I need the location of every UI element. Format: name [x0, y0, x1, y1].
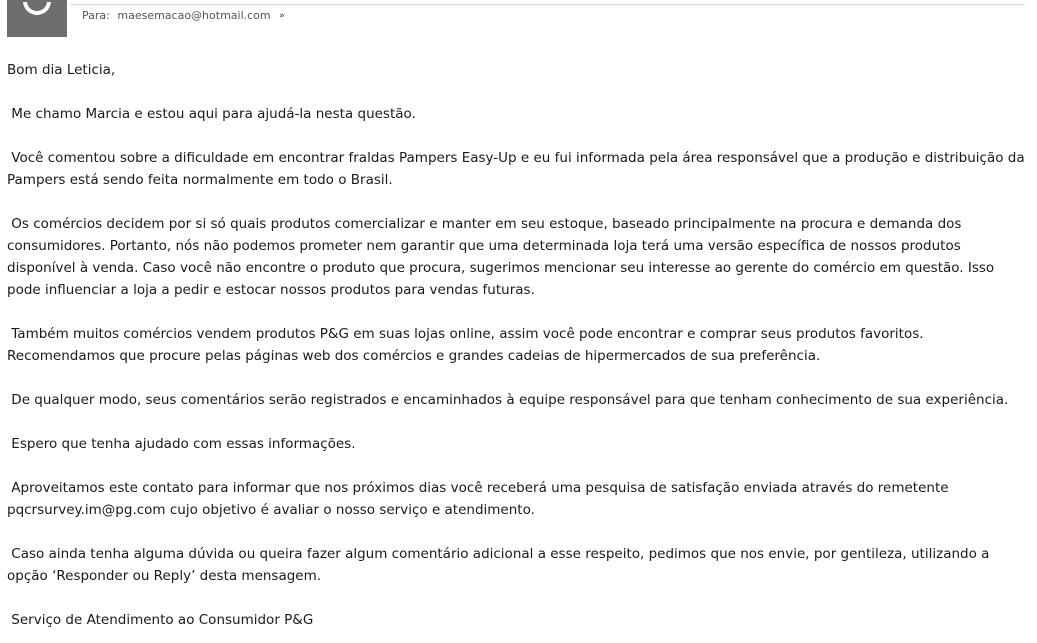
recipient-label: Para: [82, 9, 110, 22]
recipient-email[interactable]: maesemacao@hotmail.com [117, 9, 271, 22]
email-header [0, 0, 1037, 40]
header-divider [70, 4, 1025, 5]
paragraph-survey: Aproveitamos este contato para informar que nos próximos dias você receberá uma pesquisa de satisfação enviada através do remetente pqcrsurvey.im@pg.com cujo objetivo é avaliar o nosso serviço e atendimento. [7, 480, 953, 518]
signature: Serviço de Atendimento ao Consumidor P&G [7, 612, 314, 628]
recipient-row [82, 9, 285, 22]
greeting: Bom dia Leticia, [7, 62, 116, 78]
paragraph-online: Também muitos comércios vendem produtos P&G em suas lojas online, assim você pode encontrar e comprar seus produtos favoritos. Recomendamos que procure pelas páginas web dos comércios e grandes cadeias de hipermercados de sua preferência. [7, 326, 928, 364]
message-body [7, 59, 1029, 631]
paragraph-reply: Caso ainda tenha alguma dúvida ou queira fazer algum comentário adicional a esse respeito, pedimos que nos envie, por gentileza, utilizando a opção ‘Responder ou Reply’ desta mensagem. [7, 546, 994, 584]
paragraph-stores: Os comércios decidem por si só quais produtos comercializar e manter em seu estoque, baseado principalmente na procura e demanda dos consumidores. Portanto, nós não podemos prometer nem garantir que uma determinada loja terá uma versão específica de nossos produtos disponível à venda. Caso você não encontre o produto que procura, sugerimos mencionar seu interesse ao gerente do comércio em questão. Isso pode influenciar a loja a pedir e estocar nossos produtos para vendas futuras. [7, 216, 999, 298]
avatar [7, 0, 67, 37]
paragraph-intro: Me chamo Marcia e estou aqui para ajudá-la nesta questão. [7, 106, 416, 122]
default-person-avatar-icon [7, 0, 67, 37]
double-chevron-down-icon[interactable]: » [279, 11, 285, 21]
paragraph-feedback: De qualquer modo, seus comentários serão registrados e encaminhados à equipe responsável para que tenham conhecimento de sua experiência. [7, 392, 1009, 408]
paragraph-availability: Você comentou sobre a dificuldade em encontrar fraldas Pampers Easy-Up e eu fui informada pela área responsável que a produção e distribuição da Pampers está sendo feita normalmente em todo o Brasil. [7, 150, 1029, 188]
paragraph-hope: Espero que tenha ajudado com essas informações. [7, 436, 356, 452]
